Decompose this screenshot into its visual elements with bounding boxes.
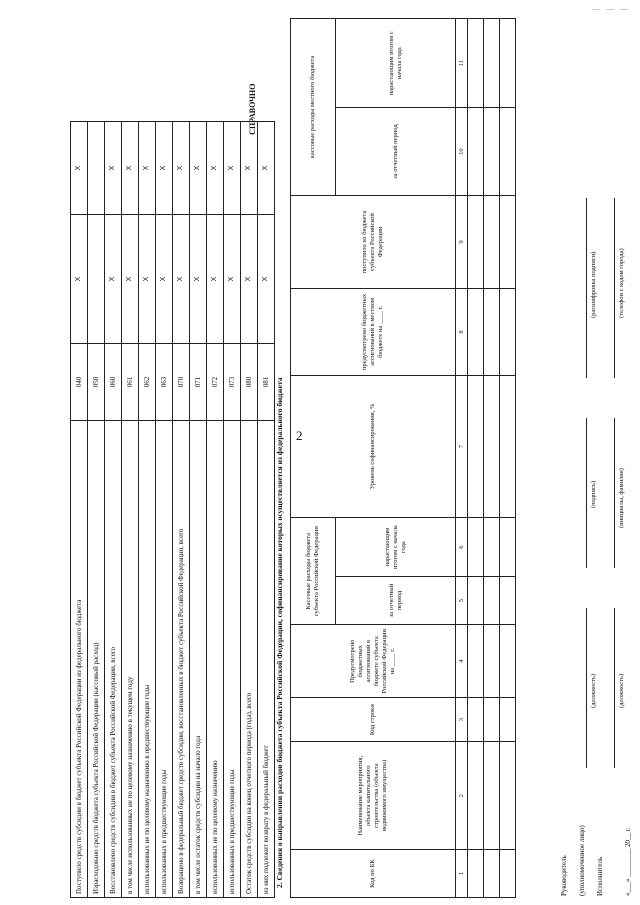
table1-row — [88, 122, 105, 898]
data-cell[interactable] — [500, 742, 516, 850]
row-value-1[interactable]: X — [156, 215, 173, 344]
row-text: использованных в предшествующие годы — [224, 421, 241, 898]
data-cell[interactable] — [468, 518, 484, 577]
column-number: 7 — [456, 375, 468, 518]
data-cell[interactable] — [500, 19, 516, 108]
row-value-2[interactable]: X — [173, 122, 190, 215]
header-kassovye-subject: Кассовые расходы бюджета субъекта Российской Федерации — [291, 518, 336, 625]
column-number: 5 — [456, 576, 468, 624]
dolzhnost2-caption: (должность) — [618, 673, 625, 708]
row-value-1[interactable]: X — [190, 215, 207, 344]
data-cell[interactable] — [468, 625, 484, 698]
row-code: 061 — [122, 344, 139, 421]
data-cell[interactable] — [468, 375, 484, 518]
column-number: 11 — [456, 19, 468, 108]
telefon-caption: (телефон с кодом города) — [618, 248, 625, 318]
row-value-1[interactable]: X — [258, 215, 275, 344]
data-cell[interactable] — [500, 698, 516, 742]
table1-row — [173, 122, 190, 898]
data-cell[interactable] — [500, 850, 516, 898]
data-cell[interactable] — [484, 19, 500, 108]
data-cell[interactable] — [500, 518, 516, 577]
table1-row — [258, 122, 275, 898]
row-value-2[interactable]: X — [207, 122, 224, 215]
row-text: в том числе остаток средств субсидии на начало года — [190, 421, 207, 898]
row-text: Поступило средств субсидии в бюджет субъекта Российской Федерации из федерального бюджета — [71, 421, 88, 898]
row-text: Восстановлено средств субсидии в бюджет субъекта Российской Федерации, всего — [105, 421, 122, 898]
table1-row — [105, 122, 122, 898]
upolnomochennoe-label: (уполномоченное лицо) — [578, 825, 586, 896]
table1-row — [241, 122, 258, 898]
row-text: использованных не по целевому назначению в предшествующие годы — [139, 421, 156, 898]
table1-row — [139, 122, 156, 898]
column-number: 4 — [456, 625, 468, 698]
table1-row — [122, 122, 139, 898]
data-cell[interactable] — [468, 698, 484, 742]
column-number: 10 — [456, 108, 468, 195]
data-cell[interactable] — [484, 108, 500, 195]
data-cell[interactable] — [500, 576, 516, 624]
data-cell[interactable] — [468, 289, 484, 375]
data-cell[interactable] — [468, 742, 484, 850]
subsidy-movement-table — [70, 121, 275, 898]
header-name: Наименование мероприятия, объекта капитального строительства (объекта недвижимого имущества) — [291, 742, 456, 850]
row-value-2[interactable]: X — [139, 122, 156, 215]
data-cell[interactable] — [500, 289, 516, 375]
row-value-1[interactable]: X — [122, 215, 139, 344]
row-code: 080 — [241, 344, 258, 421]
header-za-otchetny-2: за отчетный период — [336, 108, 456, 195]
row-value-1[interactable]: X — [173, 215, 190, 344]
header-predusmotreno-mestny: предусмотрено бюджетных ассигнований в местном бюджете на ____ г. — [291, 289, 456, 375]
column-number: 2 — [456, 742, 468, 850]
row-value-2[interactable]: X — [190, 122, 207, 215]
data-cell[interactable] — [468, 19, 484, 108]
table1-row — [224, 122, 241, 898]
row-code: 081 — [258, 344, 275, 421]
table1-row — [71, 122, 88, 898]
row-value-1[interactable]: X — [207, 215, 224, 344]
table1-row — [207, 122, 224, 898]
dolzhnost-caption: (должность) — [590, 673, 597, 708]
column-number: 6 — [456, 518, 468, 577]
row-code: 073 — [224, 344, 241, 421]
data-cell[interactable] — [468, 850, 484, 898]
date-line[interactable]: «___» ________ 20__ г. — [624, 827, 632, 896]
row-code: 050 — [88, 344, 105, 421]
initsialy-line[interactable] — [614, 418, 615, 568]
data-cell[interactable] — [484, 625, 500, 698]
data-cell[interactable] — [500, 108, 516, 195]
data-cell[interactable] — [484, 742, 500, 850]
telefon-line[interactable] — [614, 198, 615, 378]
data-cell[interactable] — [500, 195, 516, 288]
column-number: 9 — [456, 195, 468, 288]
data-cell[interactable] — [484, 518, 500, 577]
initsialy-caption: (инициалы, фамилия) — [618, 468, 625, 528]
row-code: 072 — [207, 344, 224, 421]
rukovoditel-label: Руководитель — [560, 855, 568, 896]
page-number: 2 — [296, 428, 303, 443]
row-value-1[interactable]: X — [71, 215, 88, 344]
header-predusmotreno-subject: Предусмотрено бюджетных ассигнований в бюджете субъекта Российской Федерации на ____ г. — [291, 625, 456, 698]
corner-marks: — — — — [592, 4, 630, 13]
rasshifrovka-caption: (расшифровка подписи) — [590, 251, 597, 318]
podpis-line[interactable] — [586, 418, 587, 568]
row-text: использованных не по целевому назначению — [207, 421, 224, 898]
data-cell[interactable] — [484, 850, 500, 898]
spravochno-label: СПРАВОЧНО — [248, 83, 257, 135]
column-number: 1 — [456, 850, 468, 898]
row-text: Израсходовано средств бюджета субъекта Российской Федерации (кассовый расход) — [88, 421, 105, 898]
header-kassovye-mestny-label: кассовые расходы местного бюджета — [309, 55, 316, 159]
data-cell[interactable] — [500, 375, 516, 518]
header-kod-bk: Код по БК — [291, 850, 456, 898]
data-cell[interactable] — [484, 195, 500, 288]
column-number: 3 — [456, 698, 468, 742]
table1-row — [156, 122, 173, 898]
header-narastayushim-2: нарастающим итогом с начала года — [336, 19, 456, 108]
row-value-2[interactable]: X — [71, 122, 88, 215]
row-code: 060 — [105, 344, 122, 421]
rotated-form — [0, 8, 640, 898]
row-text: использованных в предшествующие годы — [156, 421, 173, 898]
row-value-2[interactable]: X — [224, 122, 241, 215]
data-cell[interactable] — [468, 108, 484, 195]
row-code: 063 — [156, 344, 173, 421]
header-postupilo: поступило из бюджета субъекта Российской Федерации — [291, 195, 456, 288]
row-code: 062 — [139, 344, 156, 421]
row-value-2[interactable]: X — [258, 122, 275, 215]
row-value-2[interactable]: X — [105, 122, 122, 215]
row-value-2[interactable]: X — [241, 122, 258, 215]
dolzhnost-line[interactable] — [586, 608, 587, 768]
table1-row — [190, 122, 207, 898]
data-cell[interactable] — [484, 576, 500, 624]
row-value-1[interactable] — [88, 215, 105, 344]
data-cell[interactable] — [484, 375, 500, 518]
header-narastayushim: нарастающим итогом с начала года — [336, 518, 456, 577]
row-value-2[interactable]: X — [156, 122, 173, 215]
row-code: 040 — [71, 344, 88, 421]
header-za-otchetny: за отчетный период — [336, 576, 456, 624]
header-kassovye-mestny — [248, 19, 336, 196]
data-cell[interactable] — [468, 195, 484, 288]
row-value-1[interactable]: X — [105, 215, 122, 344]
row-value-1[interactable]: X — [139, 215, 156, 344]
row-text: из них подлежит возврату в федеральный бюджет — [258, 421, 275, 898]
row-code: 070 — [173, 344, 190, 421]
ispolnitel-label: Исполнитель — [596, 856, 604, 896]
column-number: 8 — [456, 289, 468, 375]
row-value-1[interactable]: X — [241, 215, 258, 344]
dolzhnost2-line[interactable] — [614, 608, 615, 768]
data-cell[interactable] — [500, 625, 516, 698]
header-uroven: Уровень софинансирования, % — [291, 375, 456, 518]
section-2-title: 2. Сведения о направлении расходов бюджета субъекта Российской Федерации, софинансирование которых осуществляется из федерального бюджета — [275, 377, 284, 888]
data-cell[interactable] — [484, 289, 500, 375]
row-value-2[interactable]: X — [122, 122, 139, 215]
podpis-caption: (подпись) — [590, 481, 597, 508]
row-value-2[interactable] — [88, 122, 105, 215]
row-text: Возвращено в федеральный бюджет средств субсидии, восстановленных в бюджет субъекта Российской Федерации, всего — [173, 421, 190, 898]
row-value-1[interactable]: X — [224, 215, 241, 344]
row-text: в том числе использованных не по целевому назначению в текущем году — [122, 421, 139, 898]
row-text: Остаток средств субсидии на конец отчетного периода (года), всего — [241, 421, 258, 898]
header-kod-stroki: Код строки — [291, 698, 456, 742]
rasshifrovka-line[interactable] — [586, 198, 587, 378]
row-code: 071 — [190, 344, 207, 421]
data-cell[interactable] — [484, 698, 500, 742]
data-cell[interactable] — [468, 576, 484, 624]
